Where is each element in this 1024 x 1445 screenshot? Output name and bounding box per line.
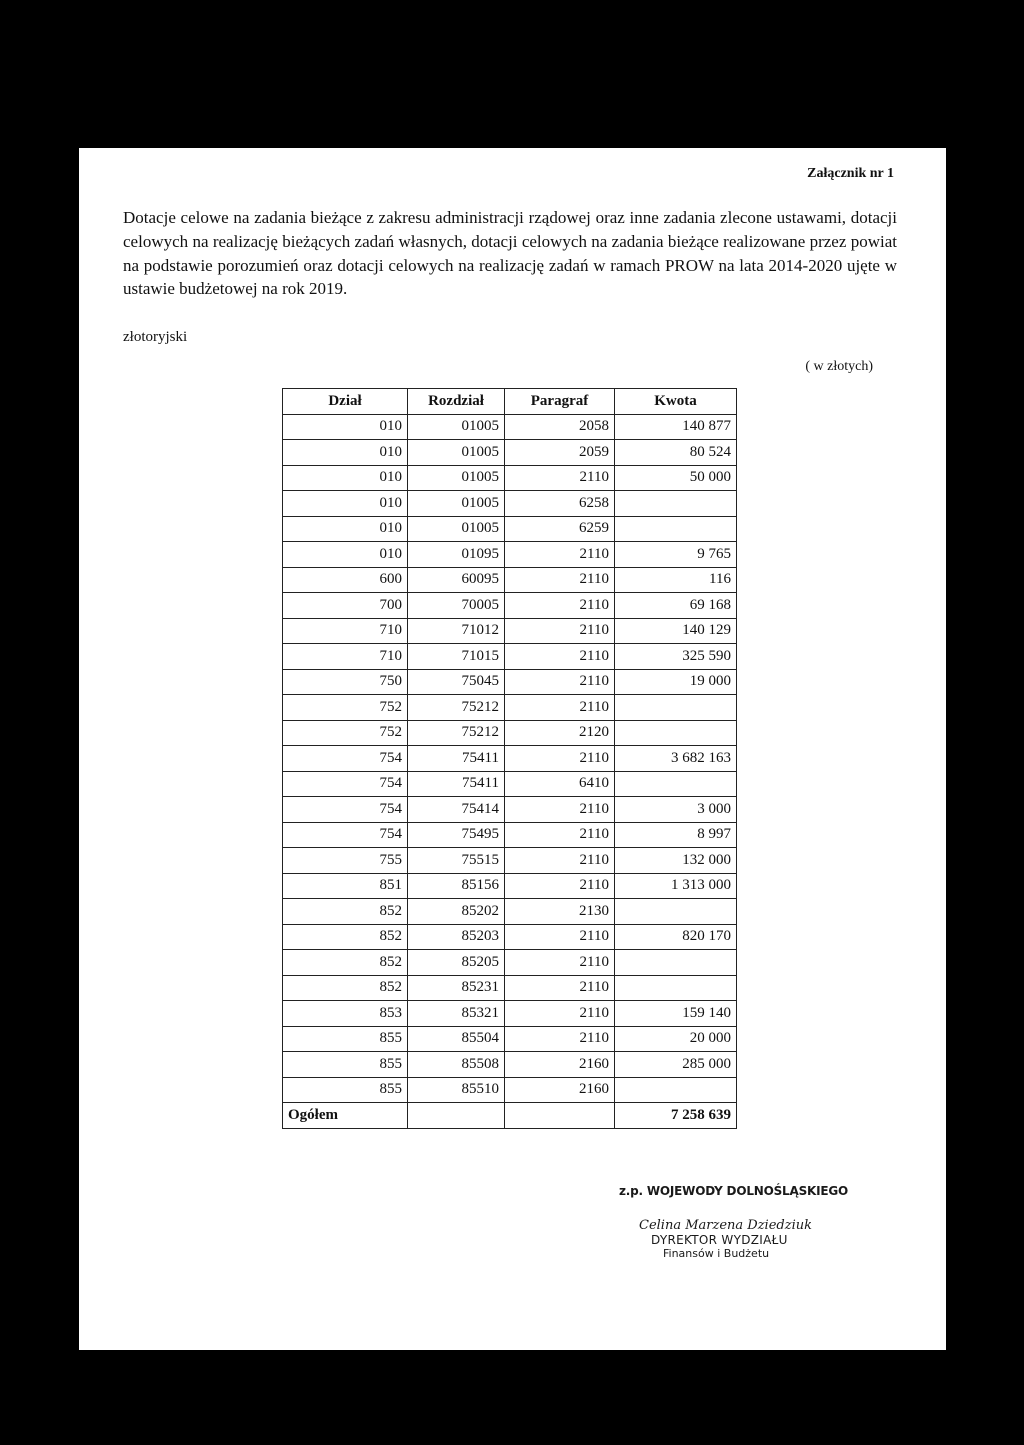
cell-dzial: 600 — [283, 567, 408, 593]
table-row — [283, 1052, 737, 1078]
cell-rozdzial: 71015 — [408, 644, 505, 670]
cell-dzial: 750 — [283, 669, 408, 695]
cell-dzial: 754 — [283, 771, 408, 797]
cell-rozdzial: 85321 — [408, 1001, 505, 1027]
cell-dzial: 010 — [283, 440, 408, 466]
total-row — [283, 1103, 737, 1129]
county-name: złotoryjski — [123, 329, 188, 345]
cell-paragraf: 2110 — [505, 465, 615, 491]
cell-kwota: 20 000 — [615, 1026, 737, 1052]
table-row — [283, 669, 737, 695]
cell-paragraf: 6410 — [505, 771, 615, 797]
cell-kwota: 140 877 — [615, 414, 737, 440]
cell-dzial: 754 — [283, 797, 408, 823]
cell-rozdzial: 85205 — [408, 950, 505, 976]
cell-dzial: 852 — [283, 924, 408, 950]
cell-kwota — [615, 720, 737, 746]
cell-paragraf: 2110 — [505, 950, 615, 976]
cell-rozdzial: 70005 — [408, 593, 505, 619]
header-dzial: Dział — [283, 389, 408, 415]
cell-dzial: 710 — [283, 618, 408, 644]
cell-paragraf: 6259 — [505, 516, 615, 542]
cell-paragraf: 2110 — [505, 644, 615, 670]
cell-kwota: 3 000 — [615, 797, 737, 823]
cell-kwota — [615, 491, 737, 517]
cell-kwota — [615, 975, 737, 1001]
cell-dzial: 754 — [283, 746, 408, 772]
cell-rozdzial: 85202 — [408, 899, 505, 925]
cell-paragraf: 2110 — [505, 669, 615, 695]
cell-dzial: 752 — [283, 695, 408, 721]
cell-kwota — [615, 771, 737, 797]
table-row — [283, 848, 737, 874]
cell-paragraf: 2058 — [505, 414, 615, 440]
cell-paragraf: 2110 — [505, 593, 615, 619]
attachment-label: Załącznik nr 1 — [807, 166, 894, 181]
cell-kwota — [615, 516, 737, 542]
table-footer — [283, 1103, 737, 1129]
table-row — [283, 950, 737, 976]
cell-paragraf: 2120 — [505, 720, 615, 746]
table-row — [283, 695, 737, 721]
cell-paragraf: 2110 — [505, 797, 615, 823]
cell-kwota — [615, 695, 737, 721]
cell-paragraf: 2110 — [505, 746, 615, 772]
cell-kwota: 69 168 — [615, 593, 737, 619]
cell-kwota: 132 000 — [615, 848, 737, 874]
cell-paragraf: 2110 — [505, 542, 615, 568]
cell-rozdzial: 75212 — [408, 695, 505, 721]
cell-dzial: 855 — [283, 1026, 408, 1052]
cell-dzial: 010 — [283, 542, 408, 568]
cell-kwota: 285 000 — [615, 1052, 737, 1078]
table-row — [283, 491, 737, 517]
cell-dzial: 700 — [283, 593, 408, 619]
header-rozdzial: Rozdział — [408, 389, 505, 415]
table-row — [283, 797, 737, 823]
cell-paragraf: 2110 — [505, 924, 615, 950]
cell-paragraf: 2110 — [505, 1026, 615, 1052]
cell-dzial: 852 — [283, 899, 408, 925]
cell-rozdzial: 75411 — [408, 746, 505, 772]
cell-dzial: 010 — [283, 465, 408, 491]
total-empty-cell — [505, 1103, 615, 1129]
cell-rozdzial: 85504 — [408, 1026, 505, 1052]
cell-dzial: 852 — [283, 950, 408, 976]
table-row — [283, 440, 737, 466]
cell-dzial: 010 — [283, 516, 408, 542]
cell-rozdzial: 75045 — [408, 669, 505, 695]
cell-kwota: 116 — [615, 567, 737, 593]
cell-rozdzial: 01005 — [408, 414, 505, 440]
table-body — [283, 414, 737, 1103]
cell-kwota: 140 129 — [615, 618, 737, 644]
header-row — [283, 389, 737, 415]
cell-kwota: 80 524 — [615, 440, 737, 466]
cell-paragraf: 6258 — [505, 491, 615, 517]
cell-rozdzial: 75495 — [408, 822, 505, 848]
table-row — [283, 618, 737, 644]
cell-rozdzial: 75515 — [408, 848, 505, 874]
table-row — [283, 771, 737, 797]
cell-rozdzial: 60095 — [408, 567, 505, 593]
cell-rozdzial: 01005 — [408, 516, 505, 542]
table-row — [283, 414, 737, 440]
cell-paragraf: 2160 — [505, 1077, 615, 1103]
cell-kwota: 8 997 — [615, 822, 737, 848]
cell-rozdzial: 01095 — [408, 542, 505, 568]
cell-kwota: 820 170 — [615, 924, 737, 950]
cell-dzial: 010 — [283, 414, 408, 440]
cell-kwota: 325 590 — [615, 644, 737, 670]
cell-dzial: 855 — [283, 1077, 408, 1103]
cell-rozdzial: 01005 — [408, 491, 505, 517]
table-row — [283, 1077, 737, 1103]
total-label: Ogółem — [283, 1103, 408, 1129]
stamp-position: DYREKTOR WYDZIAŁU — [651, 1233, 788, 1247]
cell-paragraf: 2160 — [505, 1052, 615, 1078]
total-empty-cell — [408, 1103, 505, 1129]
cell-paragraf: 2110 — [505, 1001, 615, 1027]
intro-paragraph: Dotacje celowe na zadania bieżące z zakresu administracji rządowej oraz inne zadania zlecone ustawami, dotacji celowych na realizację bieżących zadań własnych, dotacji celowych na zadania bieżące realizowane przez powiat na podstawie porozumień oraz dotacji celowych na realizację zadań w ramach PROW na lata 2014-2020 ujęte w ustawie budżetowej na rok 2019. — [123, 208, 897, 299]
header-paragraf: Paragraf — [505, 389, 615, 415]
cell-rozdzial: 75411 — [408, 771, 505, 797]
table-row — [283, 1001, 737, 1027]
cell-rozdzial: 85231 — [408, 975, 505, 1001]
table-row — [283, 465, 737, 491]
table-row — [283, 567, 737, 593]
table-header — [283, 389, 737, 415]
cell-dzial: 855 — [283, 1052, 408, 1078]
cell-kwota: 9 765 — [615, 542, 737, 568]
cell-dzial: 852 — [283, 975, 408, 1001]
cell-paragraf: 2110 — [505, 695, 615, 721]
stamp-department: Finansów i Budżetu — [663, 1247, 770, 1260]
cell-rozdzial: 85203 — [408, 924, 505, 950]
table-row — [283, 644, 737, 670]
cell-rozdzial: 01005 — [408, 440, 505, 466]
cell-rozdzial: 85508 — [408, 1052, 505, 1078]
unit-note: ( w złotych) — [805, 359, 873, 374]
table-row — [283, 1026, 737, 1052]
header-kwota: Kwota — [615, 389, 737, 415]
cell-dzial: 755 — [283, 848, 408, 874]
document-page — [79, 148, 946, 1350]
cell-rozdzial: 01005 — [408, 465, 505, 491]
cell-rozdzial: 71012 — [408, 618, 505, 644]
cell-rozdzial: 75212 — [408, 720, 505, 746]
cell-rozdzial: 85156 — [408, 873, 505, 899]
cell-kwota — [615, 899, 737, 925]
table-row — [283, 873, 737, 899]
cell-kwota: 1 313 000 — [615, 873, 737, 899]
cell-paragraf: 2130 — [505, 899, 615, 925]
cell-dzial: 710 — [283, 644, 408, 670]
cell-dzial: 010 — [283, 491, 408, 517]
table-row — [283, 924, 737, 950]
cell-kwota — [615, 1077, 737, 1103]
cell-kwota: 50 000 — [615, 465, 737, 491]
cell-kwota: 3 682 163 — [615, 746, 737, 772]
table-row — [283, 746, 737, 772]
cell-dzial: 752 — [283, 720, 408, 746]
stamp-organization: z.p. WOJEWODY DOLNOŚLĄSKIEGO — [619, 1184, 849, 1198]
cell-paragraf: 2110 — [505, 567, 615, 593]
cell-kwota: 19 000 — [615, 669, 737, 695]
grants-table — [282, 388, 737, 1129]
stamp-signer: Celina Marzena Dziedziuk — [639, 1218, 812, 1233]
cell-paragraf: 2110 — [505, 848, 615, 874]
cell-rozdzial: 85510 — [408, 1077, 505, 1103]
table-row — [283, 899, 737, 925]
cell-paragraf: 2110 — [505, 873, 615, 899]
cell-paragraf: 2110 — [505, 975, 615, 1001]
cell-kwota: 159 140 — [615, 1001, 737, 1027]
cell-paragraf: 2059 — [505, 440, 615, 466]
official-stamp — [619, 1184, 919, 1260]
cell-rozdzial: 75414 — [408, 797, 505, 823]
table-row — [283, 975, 737, 1001]
cell-dzial: 754 — [283, 822, 408, 848]
cell-paragraf: 2110 — [505, 822, 615, 848]
cell-paragraf: 2110 — [505, 618, 615, 644]
cell-dzial: 851 — [283, 873, 408, 899]
table-row — [283, 516, 737, 542]
total-amount: 7 258 639 — [615, 1103, 737, 1129]
cell-kwota — [615, 950, 737, 976]
table-row — [283, 542, 737, 568]
table-row — [283, 720, 737, 746]
table-row — [283, 593, 737, 619]
cell-dzial: 853 — [283, 1001, 408, 1027]
table-row — [283, 822, 737, 848]
